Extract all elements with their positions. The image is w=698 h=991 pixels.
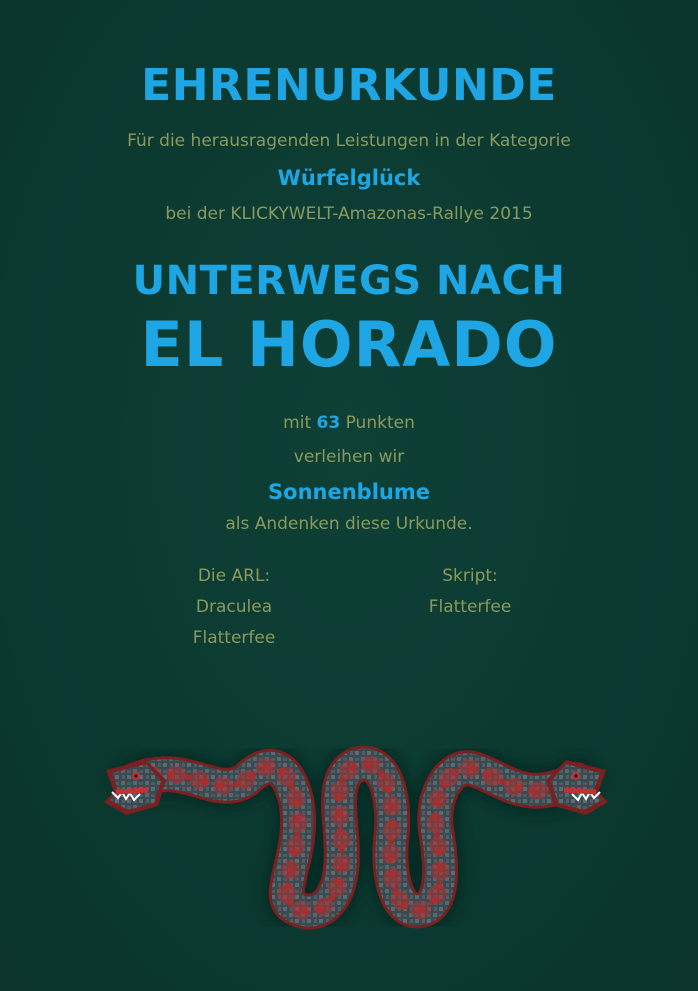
- credits-arl-name: Draculea: [195, 597, 273, 617]
- event-text: bei der KLICKYWELT-Amazonas-Rallye 2015: [165, 204, 533, 224]
- points-line: [0, 413, 698, 433]
- credits-script-name: Flatterfee: [428, 597, 512, 617]
- grant-text: verleihen wir: [293, 447, 405, 467]
- points-value: 63: [316, 413, 341, 433]
- rally-title-line1: UNTERWEGS NACH: [132, 258, 566, 304]
- double-headed-serpent-image: [96, 720, 616, 930]
- credits-arl-label: Die ARL:: [197, 566, 271, 586]
- certificate-title: EHRENURKUNDE: [141, 60, 557, 111]
- credits-arl-name: Flatterfee: [192, 628, 276, 648]
- credits-script-label: Skript:: [442, 566, 498, 586]
- souvenir-text: als Andenken diese Urkunde.: [225, 514, 473, 534]
- recipient-name: Sonnenblume: [268, 480, 430, 504]
- rally-title-line2: EL HORADO: [140, 308, 558, 381]
- points-suffix: Punkten: [345, 413, 415, 433]
- points-prefix: mit: [283, 413, 312, 433]
- credits-script: [370, 561, 570, 623]
- intro-text: Für die herausragenden Leistungen in der Kategorie: [127, 131, 571, 151]
- category-name: Würfelglück: [277, 166, 421, 190]
- credits-arl: [134, 561, 334, 654]
